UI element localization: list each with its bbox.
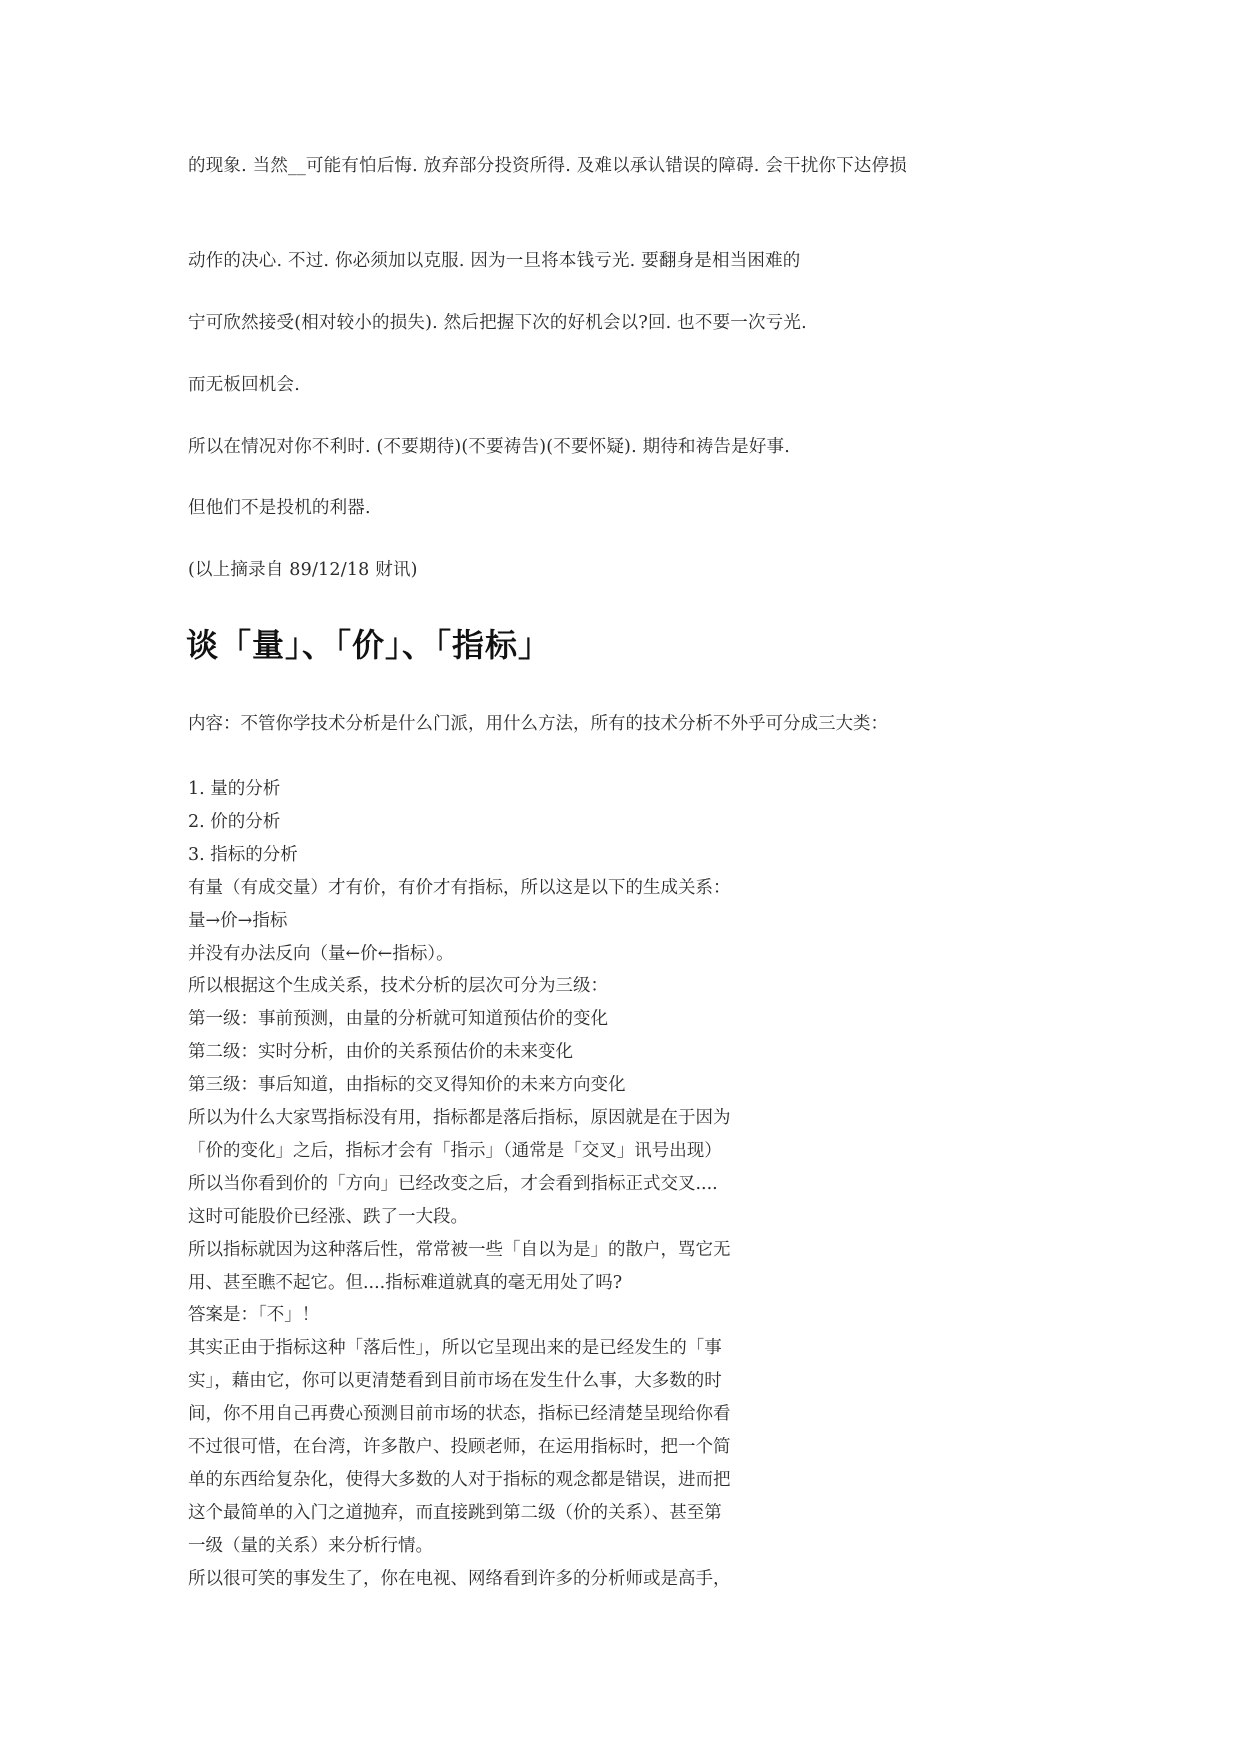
body-line: 2. 价的分析: [188, 811, 281, 832]
body-line: 一级（量的关系）来分析行情。: [188, 1535, 433, 1556]
body-line: 有量（有成交量）才有价，有价才有指标，所以这是以下的生成关系：: [188, 877, 731, 898]
body-line: 第三级：事后知道，由指标的交叉得知价的未来方向变化: [188, 1075, 626, 1096]
text-line-6: 但他们不是投机的利器.: [188, 498, 371, 518]
body-line: 间，你不用自己再费心预测目前市场的状态，指标已经清楚呈现给你看: [188, 1404, 731, 1425]
body-line: 并没有办法反向（量←价←指标）。: [188, 943, 454, 964]
citation-line: (以上摘录自 89/12/18 财讯): [188, 560, 418, 580]
text-line-3: 宁可欣然接受(相对较小的损失). 然后把握下次的好机会以?回. 也不要一次亏光.: [188, 313, 807, 333]
intro-line: 内容：不管你学技术分析是什么门派，用什么方法，所有的技术分析不外乎可分成三大类：: [188, 714, 888, 734]
body-line: 所以当你看到价的「方向」已经改变之后，才会看到指标正式交叉....: [188, 1173, 718, 1194]
body-line: 所以根据这个生成关系，技术分析的层次可分为三级：: [188, 976, 608, 997]
body-line: 量→价→指标: [188, 910, 288, 931]
section-heading: 谈「量」、「价」、「指标」: [186, 626, 552, 664]
body-line: 这时可能股价已经涨、跌了一大段。: [188, 1206, 468, 1227]
text-line-1: 的现象. 当然__可能有怕后悔. 放弃部分投资所得. 及难以承认错误的障碍. 会干扰你下达停损: [188, 156, 907, 176]
body-line: 实」，藉由它，你可以更清楚看到目前市场在发生什么事，大多数的时: [188, 1371, 722, 1392]
text-line-5: 所以在情况对你不利时. (不要期待)(不要祷告)(不要怀疑). 期待和祷告是好事.: [188, 437, 790, 457]
body-line: 「价的变化」之后，指标才会有「指示」（通常是「交叉」讯号出现）: [188, 1140, 722, 1161]
body-line: 其实正由于指标这种「落后性」，所以它呈现出来的是已经发生的「事: [188, 1338, 722, 1359]
body-line: 这个最简单的入门之道抛弃，而直接跳到第二级（价的关系）、甚至第: [188, 1502, 722, 1523]
body-line: 所以指标就因为这种落后性，常常被一些「自以为是」的散户，骂它无: [188, 1239, 731, 1260]
body-line: 答案是：「不」！: [188, 1305, 320, 1326]
body-line: 第一级：事前预测，由量的分析就可知道预估价的变化: [188, 1009, 608, 1030]
text-line-2: 动作的决心. 不过. 你必须加以克服. 因为一旦将本钱亏光. 要翻身是相当困难的: [188, 251, 801, 271]
body-line: 不过很可惜，在台湾，许多散户、投顾老师，在运用指标时，把一个简: [188, 1437, 731, 1457]
body-line: 1. 量的分析: [188, 779, 281, 799]
body-line: 单的东西给复杂化，使得大多数的人对于指标的观念都是错误，进而把: [188, 1469, 731, 1490]
body-line: 3. 指标的分析: [188, 844, 298, 865]
body-line: 所以很可笑的事发生了，你在电视、网络看到许多的分析师或是高手，: [188, 1568, 731, 1589]
body-line: 所以为什么大家骂指标没有用，指标都是落后指标，原因就是在于因为: [188, 1108, 731, 1128]
text-line-4: 而无板回机会.: [188, 375, 300, 395]
body-line: 第二级：实时分析，由价的关系预估价的未来变化: [188, 1042, 573, 1063]
body-line: 用、甚至瞧不起它。但....指标难道就真的毫无用处了吗?: [188, 1272, 623, 1293]
